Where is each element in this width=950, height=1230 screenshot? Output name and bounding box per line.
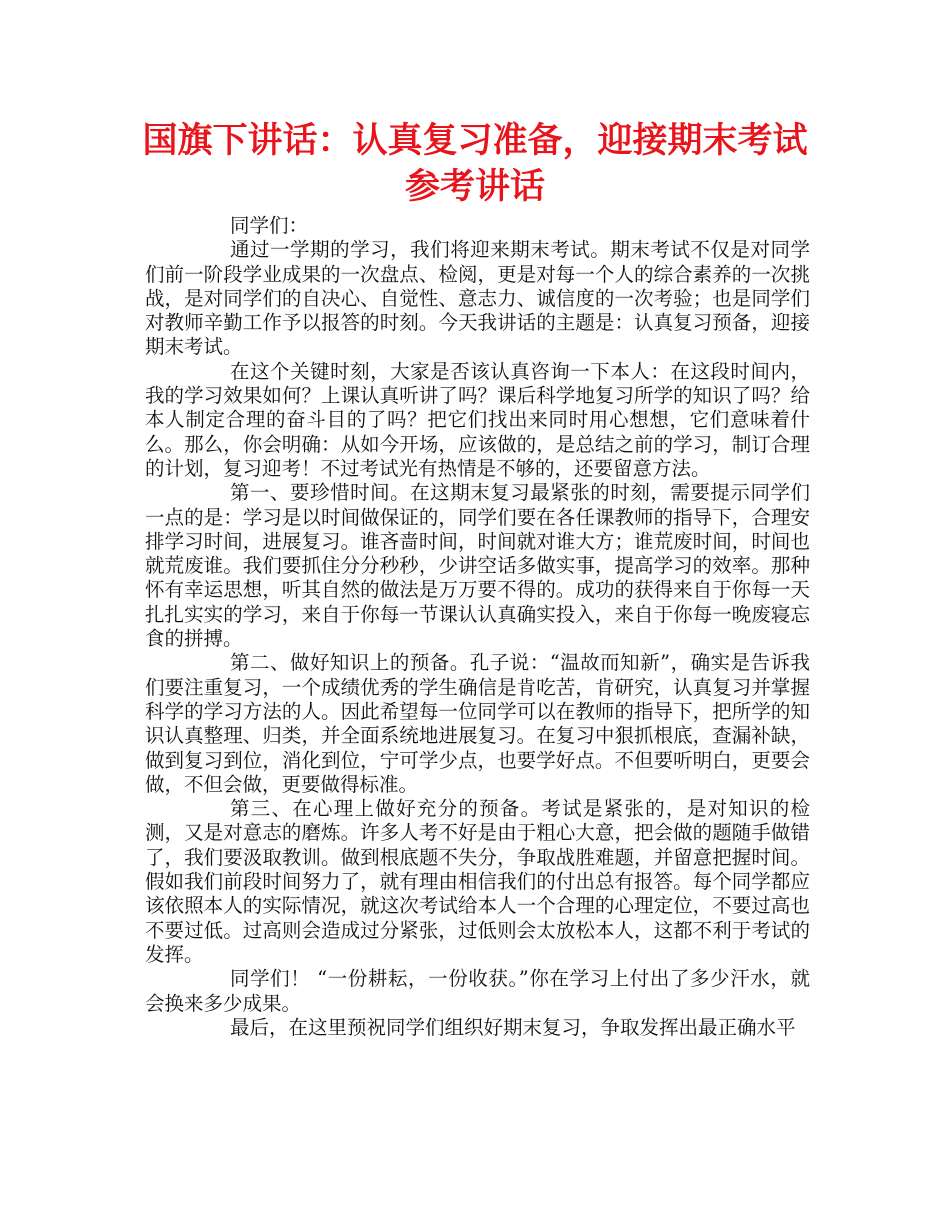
body-paragraph-closing: 最后，在这里预祝同学们组织好期末复习，争取发挥出最正确水平 bbox=[230, 1015, 796, 1039]
body-paragraph-reflection: 在这个关键时刻，大家是否该认真咨询一下本人：在这段时间内，我的学习效果如何？上课认真听讲了吗？课后科学地复习所学的知识了吗？给本人制定合理的奋斗目的了吗？把它们找出来同时用心想想，它们意味着什么。那么，你会明确：从如今开场，应该做的，是总结之前的学习，制订合理的计划，复习迎考！不过考试光有热情是不够的，还要留意方法。 bbox=[145, 359, 810, 480]
body-paragraph-point-two: 第二、做好知识上的预备。孔子说：“温故而知新”，确实是告诉我们要注重复习，一个成绩优秀的学生确信是肯吃苦，肯研究，认真复习并掌握科学的学习方法的人。因此希望每一位同学可以在教师的指导下，把所学的知识认真整理、归类，并全面系统地进展复习。在复习中狠抓根底，查漏补缺，做到复习到位，消化到位，宁可学少点，也要学好点。不但要听明白，更要会做，不但会做，更要做得标准。 bbox=[145, 651, 810, 796]
document-title: 国旗下讲话：认真复习准备，迎接期末考试参考讲话 bbox=[142, 121, 808, 207]
body-paragraph-point-three: 第三、在心理上做好充分的预备。考试是紧张的，是对知识的检测，又是对意志的磨炼。许多人考不好是由于粗心大意，把会做的题随手做错了，我们要汲取教训。做到根底题不失分，争取战胜难题，并留意把握时间。假如我们前段时间努力了，就有理由相信我们的付出总有报答。每个同学都应该依照本人的实际情况，就这次考试给本人一个合理的心理定位，不要过高也不要过低。过高则会造成过分紧张，过低则会太放松本人，这都不利于考试的发挥。 bbox=[145, 797, 810, 966]
body-paragraph-point-one: 第一、要珍惜时间。在这期末复习最紧张的时刻，需要提示同学们一点的是：学习是以时间做保证的，同学们要在各任课教师的指导下，合理安排学习时间，进展复习。谁吝啬时间，时间就对谁大方；谁荒废时间，时间也就荒废谁。我们要抓住分分秒秒，少讲空话多做实事，提高学习的效率。那种怀有幸运思想，听其自然的做法是万万要不得的。成功的获得来自于你每一天扎扎实实的学习，来自于你每一节课认认真确实投入，来自于你每一晚废寝忘食的拼搏。 bbox=[145, 481, 810, 651]
salutation-paragraph: 同学们： bbox=[230, 214, 309, 237]
body-paragraph-intro: 通过一学期的学习，我们将迎来期末考试。期末考试不仅是对同学们前一阶段学业成果的一次盘点、检阅，更是对每一个人的综合素养的一次挑战，是对同学们的自决心、自觉性、意志力、诚信度的一次考验；也是同学们对教师辛勤工作予以报答的时刻。今天我讲话的主题是：认真复习预备，迎接期末考试。 bbox=[145, 238, 810, 359]
document-body bbox=[145, 214, 810, 1040]
body-paragraph-exhortation: 同学们！ “一份耕耘，一份收获。”你在学习上付出了多少汗水，就会换来多少成果。 bbox=[145, 967, 810, 1015]
